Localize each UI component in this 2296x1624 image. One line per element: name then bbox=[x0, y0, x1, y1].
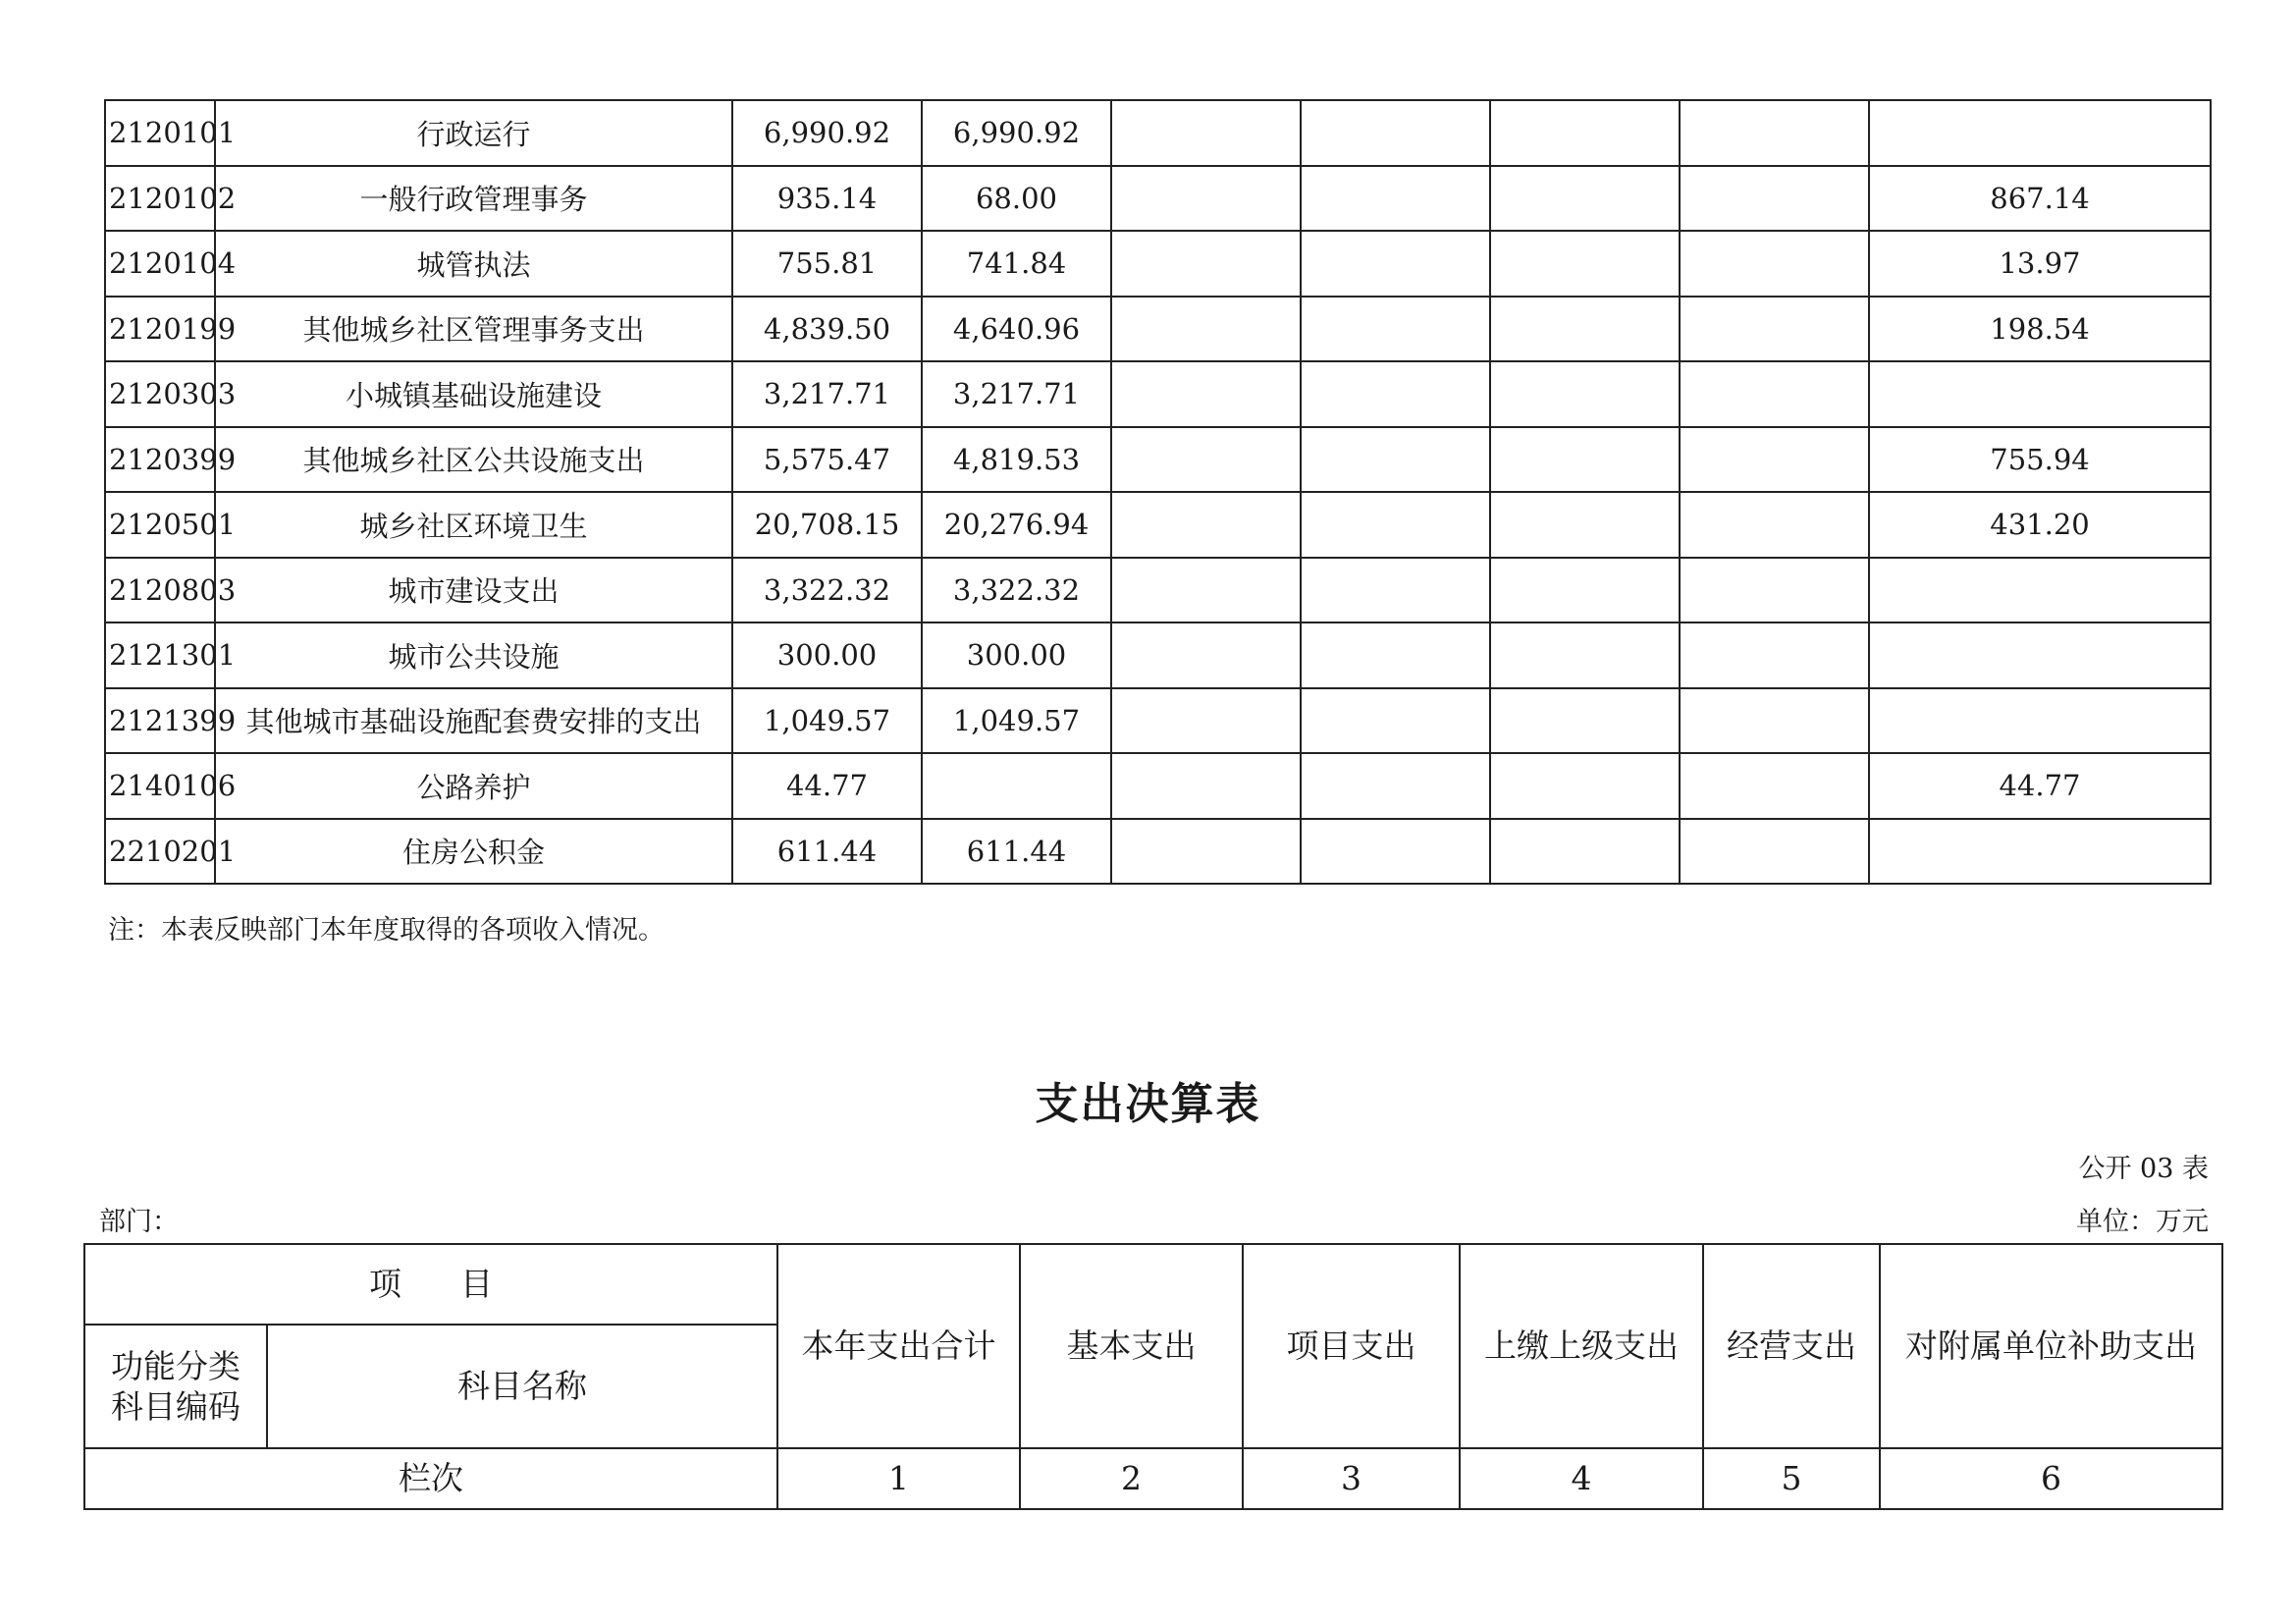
row-name-cell: 住房公积金 bbox=[215, 819, 732, 885]
row-value-cell bbox=[1111, 819, 1301, 885]
row-code-cell: 2120104 bbox=[105, 231, 215, 297]
row-value-cell bbox=[1301, 688, 1490, 754]
row-value-cell bbox=[1869, 819, 2211, 885]
row-value-cell bbox=[1680, 753, 1869, 819]
row-value-cell bbox=[1301, 819, 1490, 885]
row-value-cell bbox=[1111, 361, 1301, 427]
row-value-cell: 935.14 bbox=[732, 166, 922, 232]
row-name-cell: 一般行政管理事务 bbox=[215, 166, 732, 232]
table-row bbox=[105, 688, 2211, 754]
row-name-cell: 城市建设支出 bbox=[215, 558, 732, 623]
row-value-cell bbox=[1301, 623, 1490, 688]
column-index-3: 3 bbox=[1243, 1448, 1460, 1509]
row-value-cell: 44.77 bbox=[732, 753, 922, 819]
row-value-cell: 198.54 bbox=[1869, 297, 2211, 362]
col-header-project: 项目支出 bbox=[1243, 1244, 1460, 1448]
row-value-cell: 611.44 bbox=[922, 819, 1111, 885]
row-value-cell bbox=[1301, 753, 1490, 819]
row-value-cell bbox=[1111, 297, 1301, 362]
table-row bbox=[105, 753, 2211, 819]
row-value-cell bbox=[1490, 558, 1680, 623]
table-row bbox=[105, 558, 2211, 623]
row-code-cell: 2140106 bbox=[105, 753, 215, 819]
row-value-cell bbox=[1301, 492, 1490, 558]
row-name-cell: 公路养护 bbox=[215, 753, 732, 819]
row-value-cell bbox=[1490, 166, 1680, 232]
row-value-cell bbox=[1869, 558, 2211, 623]
row-value-cell bbox=[1111, 753, 1301, 819]
row-name-cell: 城乡社区环境卫生 bbox=[215, 492, 732, 558]
row-value-cell bbox=[1111, 688, 1301, 754]
row-value-cell bbox=[1490, 492, 1680, 558]
row-value-cell: 68.00 bbox=[922, 166, 1111, 232]
table-row bbox=[105, 819, 2211, 885]
row-value-cell bbox=[922, 753, 1111, 819]
row-value-cell bbox=[1490, 427, 1680, 493]
column-index-6: 6 bbox=[1880, 1448, 2222, 1509]
row-value-cell bbox=[1301, 100, 1490, 166]
row-value-cell bbox=[1680, 231, 1869, 297]
row-value-cell bbox=[1111, 558, 1301, 623]
row-value-cell bbox=[1111, 100, 1301, 166]
row-value-cell bbox=[1680, 492, 1869, 558]
row-value-cell bbox=[1490, 753, 1680, 819]
row-value-cell: 755.94 bbox=[1869, 427, 2211, 493]
table-row bbox=[105, 231, 2211, 297]
row-value-cell: 3,322.32 bbox=[922, 558, 1111, 623]
row-value-cell bbox=[1869, 100, 2211, 166]
department-label: 部门： bbox=[99, 1207, 179, 1237]
row-value-cell: 4,640.96 bbox=[922, 297, 1111, 362]
row-value-cell bbox=[1490, 819, 1680, 885]
income-detail-table bbox=[104, 99, 2212, 885]
row-value-cell bbox=[1869, 623, 2211, 688]
row-value-cell bbox=[1111, 166, 1301, 232]
row-value-cell: 431.20 bbox=[1869, 492, 2211, 558]
row-value-cell bbox=[1490, 100, 1680, 166]
table-row bbox=[105, 623, 2211, 688]
row-value-cell bbox=[1301, 297, 1490, 362]
table-row bbox=[105, 427, 2211, 493]
row-code-cell: 2120303 bbox=[105, 361, 215, 427]
row-value-cell: 20,708.15 bbox=[732, 492, 922, 558]
row-value-cell bbox=[1111, 427, 1301, 493]
table-row bbox=[105, 361, 2211, 427]
row-value-cell bbox=[1869, 688, 2211, 754]
row-name-cell: 行政运行 bbox=[215, 100, 732, 166]
table-row bbox=[105, 492, 2211, 558]
row-name-cell: 小城镇基础设施建设 bbox=[215, 361, 732, 427]
row-value-cell bbox=[1301, 427, 1490, 493]
row-value-cell bbox=[1680, 819, 1869, 885]
col-header-subsidy: 对附属单位补助支出 bbox=[1880, 1244, 2222, 1448]
row-code-cell: 2120803 bbox=[105, 558, 215, 623]
row-value-cell: 755.81 bbox=[732, 231, 922, 297]
column-index-1: 1 bbox=[777, 1448, 1020, 1509]
column-index-4: 4 bbox=[1460, 1448, 1703, 1509]
row-value-cell: 4,819.53 bbox=[922, 427, 1111, 493]
expense-table-title: 支出决算表 bbox=[1035, 1079, 1261, 1129]
table-row bbox=[105, 100, 2211, 166]
row-value-cell: 6,990.92 bbox=[732, 100, 922, 166]
row-name-cell: 其他城乡社区公共设施支出 bbox=[215, 427, 732, 493]
expense-table bbox=[83, 1243, 2223, 1510]
col-header-basic: 基本支出 bbox=[1020, 1244, 1243, 1448]
row-value-cell: 300.00 bbox=[922, 623, 1111, 688]
row-value-cell bbox=[1680, 297, 1869, 362]
row-value-cell: 5,575.47 bbox=[732, 427, 922, 493]
row-value-cell bbox=[1490, 297, 1680, 362]
row-value-cell: 3,322.32 bbox=[732, 558, 922, 623]
row-value-cell: 6,990.92 bbox=[922, 100, 1111, 166]
row-value-cell bbox=[1111, 623, 1301, 688]
row-value-cell bbox=[1301, 361, 1490, 427]
col-header-remit: 上缴上级支出 bbox=[1460, 1244, 1703, 1448]
item-header: 项目 bbox=[369, 1265, 552, 1304]
code-header-line1: 功能分类 bbox=[111, 1346, 240, 1385]
col-header-operating: 经营支出 bbox=[1703, 1244, 1880, 1448]
row-code-cell: 2120501 bbox=[105, 492, 215, 558]
row-value-cell: 13.97 bbox=[1869, 231, 2211, 297]
row-value-cell: 3,217.71 bbox=[732, 361, 922, 427]
row-code-cell: 2210201 bbox=[105, 819, 215, 885]
row-code-cell: 2121399 bbox=[105, 688, 215, 754]
row-name-cell: 城市公共设施 bbox=[215, 623, 732, 688]
col-header-total: 本年支出合计 bbox=[777, 1244, 1020, 1448]
row-value-cell: 611.44 bbox=[732, 819, 922, 885]
column-index-5: 5 bbox=[1703, 1448, 1880, 1509]
row-value-cell bbox=[1680, 166, 1869, 232]
row-value-cell bbox=[1680, 558, 1869, 623]
header-row-item bbox=[84, 1244, 2222, 1325]
row-value-cell: 867.14 bbox=[1869, 166, 2211, 232]
row-value-cell bbox=[1490, 688, 1680, 754]
column-index-label: 栏次 bbox=[84, 1448, 777, 1509]
table-number: 公开 03 表 bbox=[2078, 1154, 2209, 1184]
code-header-cell bbox=[84, 1325, 267, 1448]
row-value-cell: 4,839.50 bbox=[732, 297, 922, 362]
row-name-cell: 城管执法 bbox=[215, 231, 732, 297]
item-header-cell bbox=[84, 1244, 777, 1325]
unit-label: 单位：万元 bbox=[2076, 1207, 2209, 1237]
row-value-cell bbox=[1680, 623, 1869, 688]
row-value-cell bbox=[1680, 361, 1869, 427]
row-value-cell: 3,217.71 bbox=[922, 361, 1111, 427]
row-value-cell: 1,049.57 bbox=[922, 688, 1111, 754]
row-value-cell bbox=[1680, 688, 1869, 754]
income-table-body bbox=[105, 100, 2211, 884]
row-value-cell bbox=[1111, 231, 1301, 297]
row-code-cell: 2121301 bbox=[105, 623, 215, 688]
table-row bbox=[105, 297, 2211, 362]
table-note: 注：本表反映部门本年度取得的各项收入情况。 bbox=[108, 915, 665, 946]
row-value-cell: 300.00 bbox=[732, 623, 922, 688]
row-value-cell bbox=[1869, 361, 2211, 427]
row-value-cell bbox=[1680, 427, 1869, 493]
row-value-cell: 20,276.94 bbox=[922, 492, 1111, 558]
row-name-cell: 其他城市基础设施配套费安排的支出 bbox=[215, 688, 732, 754]
row-name-cell: 其他城乡社区管理事务支出 bbox=[215, 297, 732, 362]
row-value-cell bbox=[1490, 231, 1680, 297]
row-code-cell: 2120102 bbox=[105, 166, 215, 232]
row-value-cell bbox=[1490, 623, 1680, 688]
row-value-cell bbox=[1111, 492, 1301, 558]
name-header: 科目名称 bbox=[267, 1325, 777, 1448]
row-value-cell: 1,049.57 bbox=[732, 688, 922, 754]
row-value-cell bbox=[1490, 361, 1680, 427]
column-index-row bbox=[84, 1448, 2222, 1509]
row-code-cell: 2120399 bbox=[105, 427, 215, 493]
code-header-line2: 科目编码 bbox=[111, 1387, 240, 1426]
row-code-cell: 2120101 bbox=[105, 100, 215, 166]
row-value-cell bbox=[1301, 231, 1490, 297]
row-value-cell: 741.84 bbox=[922, 231, 1111, 297]
row-value-cell bbox=[1301, 166, 1490, 232]
column-index-2: 2 bbox=[1020, 1448, 1243, 1509]
row-value-cell: 44.77 bbox=[1869, 753, 2211, 819]
row-code-cell: 2120199 bbox=[105, 297, 215, 362]
table-row bbox=[105, 166, 2211, 232]
row-value-cell bbox=[1680, 100, 1869, 166]
row-value-cell bbox=[1301, 558, 1490, 623]
